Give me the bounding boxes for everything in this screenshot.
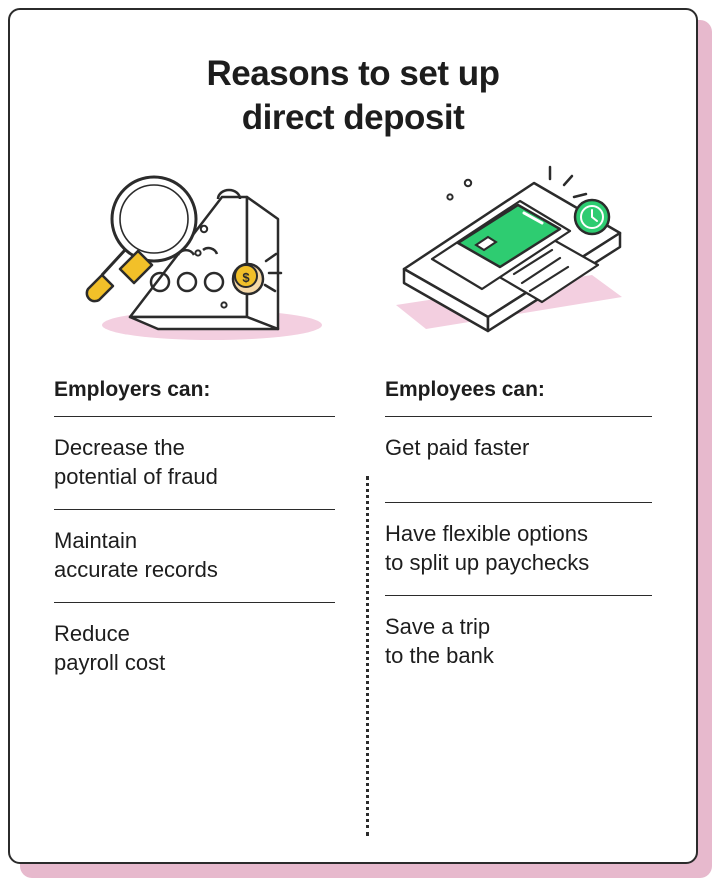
page-title — [10, 10, 696, 140]
list-item-line-2: potential of fraud — [54, 463, 218, 489]
list-item — [385, 595, 652, 688]
magnifying-glass-over-ledger-with-coin-icon — [72, 157, 332, 352]
employees-column-heading: Employees can: — [385, 377, 545, 401]
laptop-with-green-card-and-clock-icon — [384, 157, 634, 352]
comparison-columns — [10, 378, 696, 695]
list-item-line-1: Have flexible options — [385, 520, 589, 546]
employees-benefit-list — [385, 416, 652, 688]
list-item-line-2: accurate records — [54, 556, 218, 582]
list-item-line-2: to split up paychecks — [385, 549, 590, 575]
list-item-line-2: payroll cost — [54, 649, 166, 675]
column-dotted-divider — [366, 476, 369, 836]
employers-benefit-list — [54, 416, 335, 695]
list-item — [385, 416, 652, 502]
list-item — [54, 509, 335, 602]
infographic-card — [8, 8, 698, 864]
list-item — [385, 502, 652, 595]
list-item-line-1: Save a trip — [385, 613, 491, 639]
list-item-line-2: to the bank — [385, 642, 494, 668]
illustration-row — [10, 162, 696, 352]
title-line-2: direct deposit — [241, 97, 465, 137]
list-item-line-1: Decrease the — [54, 434, 185, 460]
list-item — [54, 416, 335, 509]
title-line-1: Reasons to set up — [206, 54, 500, 93]
svg-text:$: $ — [242, 269, 250, 285]
list-item-line-1: Reduce — [54, 620, 130, 646]
employees-column — [353, 378, 652, 695]
employers-column-heading: Employers can: — [54, 377, 211, 401]
list-item-line-1: Maintain — [54, 527, 138, 553]
list-item-line-1: Get paid faster — [385, 434, 530, 460]
employers-column — [54, 378, 353, 695]
list-item — [54, 602, 335, 695]
